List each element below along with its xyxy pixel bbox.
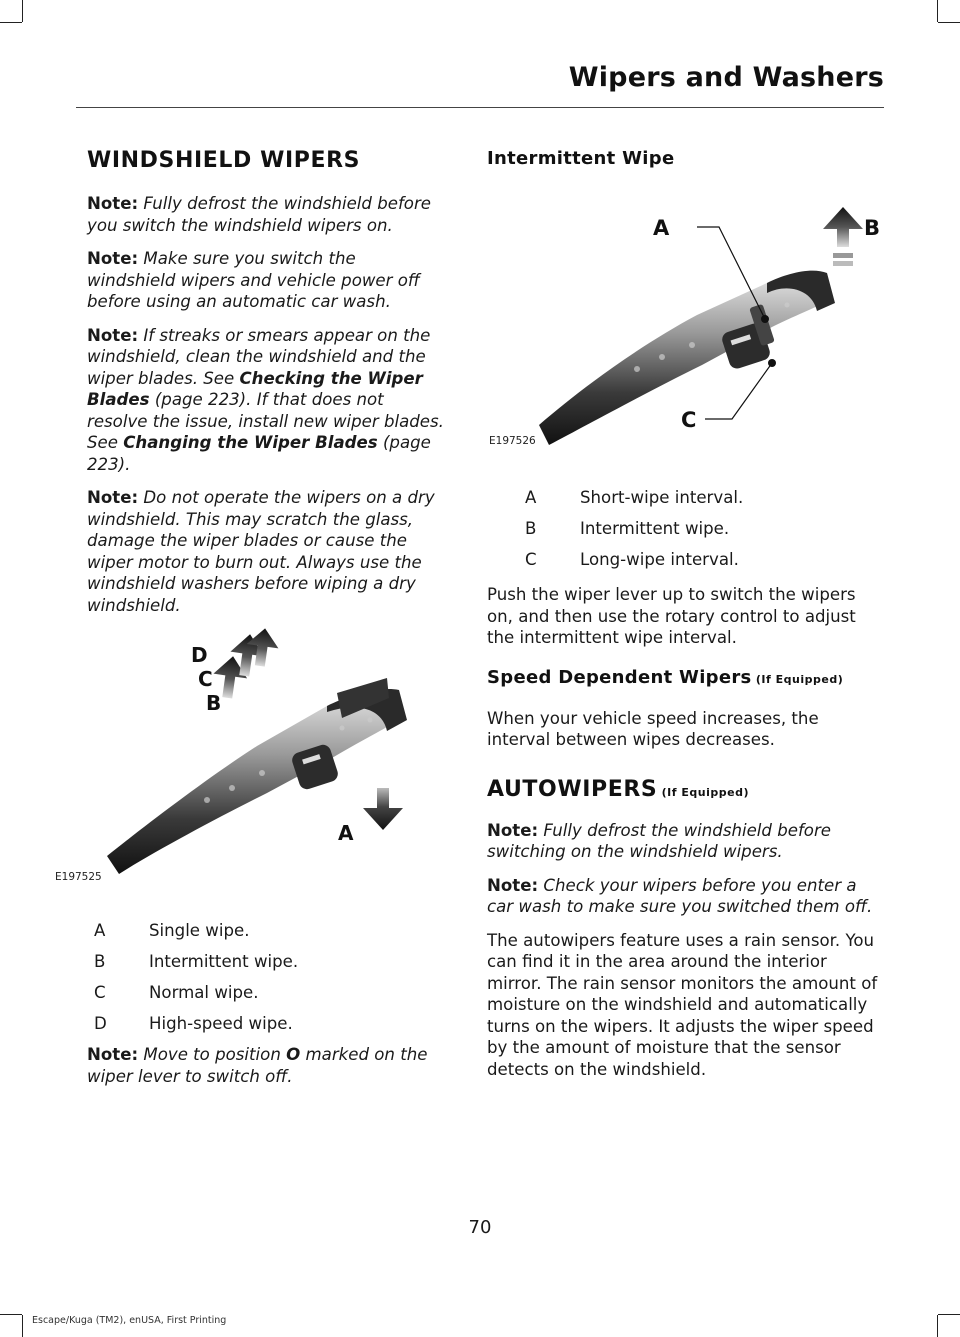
- figure-label-a: A: [338, 821, 354, 845]
- autowipers-paragraph: The autowipers feature uses a rain sensor. You can find it in the area around the interior mirror. The rain sensor monitors the amount of moisture on the windshield and automatically turns on the wipers. It adjusts the wiper speed by the amount of moisture that the sensor detects on the windshield.: [487, 930, 878, 1079]
- wiper-lever-illustration: [87, 628, 447, 890]
- right-column: [487, 148, 882, 1092]
- speed-dependent-heading: Speed Dependent Wipers (If Equipped): [487, 666, 844, 688]
- link-changing-wiper-blades[interactable]: Changing the Wiper Blades: [123, 433, 378, 452]
- list-item: D High-speed wipe.: [94, 1014, 293, 1033]
- crop-mark: [938, 1314, 960, 1315]
- page-header-title: Wipers and Washers: [568, 62, 884, 93]
- list-item: A Single wipe.: [94, 921, 250, 940]
- wiper-lever-figure: [55, 628, 447, 890]
- figure-code: E197525: [55, 871, 102, 883]
- note-autowipers-car-wash: Note: Check your wipers before you enter a car wash to make sure you switched them off.: [487, 875, 873, 916]
- list-item: C Normal wipe.: [94, 983, 259, 1002]
- note-car-wash: Note: Make sure you switch the windshield wipers and vehicle power off before using an automatic car wash.: [87, 249, 420, 311]
- autowipers-heading: AUTOWIPERS (If Equipped): [487, 776, 749, 802]
- list-item: C Long-wipe interval.: [525, 550, 739, 569]
- crop-mark: [0, 22, 22, 23]
- lever-position-legend: [87, 920, 447, 1034]
- intermittent-paragraph: Push the wiper lever up to switch the wipers on, and then use the rotary control to adjust the intermittent wipe interval.: [487, 585, 856, 647]
- intermittent-wipe-figure: [487, 187, 882, 449]
- footer-text: Escape/Kuga (TM2), enUSA, First Printing: [32, 1315, 227, 1326]
- figure-label-c: C: [681, 408, 697, 432]
- note-defrost: Note: Fully defrost the windshield before you switch the windshield wipers on.: [87, 194, 431, 235]
- interval-legend: [487, 487, 882, 570]
- link-checking-wiper-blades[interactable]: Checking the Wiper Blades: [87, 368, 423, 409]
- intermittent-lever-illustration: [487, 187, 882, 449]
- crop-mark: [22, 1315, 23, 1337]
- crop-mark: [0, 1314, 22, 1315]
- speed-dependent-paragraph: When your vehicle speed increases, the interval between wipes decreases.: [487, 708, 819, 749]
- figure-label-a: A: [653, 216, 670, 240]
- note-autowipers-defrost: Note: Fully defrost the windshield before switching on the windshield wipers.: [487, 820, 831, 861]
- list-item: A Short-wipe interval.: [525, 488, 744, 507]
- left-column: [55, 148, 447, 1099]
- crop-mark: [22, 0, 23, 22]
- figure-label-c: C: [198, 667, 213, 691]
- figure-label-b: B: [864, 216, 881, 240]
- intermittent-wipe-heading: Intermittent Wipe: [487, 148, 675, 169]
- note-streaks: Note: If streaks or smears appear on the windshield, clean the windshield and the wiper blades. See Checking the Wiper Blades (page 223). If that does not resolve the issue, install new wiper blades. See Changing the Wiper Blades (page 223).: [87, 325, 444, 474]
- windshield-wipers-heading: WINDSHIELD WIPERS: [87, 148, 361, 173]
- figure-label-d: D: [191, 643, 208, 667]
- note-switch-off: Note: Move to position O marked on the wiper lever to switch off.: [87, 1045, 428, 1086]
- figure-code: E197526: [489, 435, 536, 447]
- note-dry-windshield: Note: Do not operate the wipers on a dry windshield. This may scratch the glass, damage the wiper blades or cause the wiper motor to burn out. Always use the windshield washers before wiping a dry windshield.: [87, 488, 435, 615]
- crop-mark: [937, 0, 938, 22]
- list-item: B Intermittent wipe.: [94, 952, 299, 971]
- crop-mark: [937, 1315, 938, 1337]
- page-number: 70: [468, 1217, 492, 1238]
- figure-label-b: B: [206, 691, 222, 715]
- list-item: B Intermittent wipe.: [525, 519, 730, 538]
- header-rule: [76, 107, 884, 108]
- crop-mark: [938, 22, 960, 23]
